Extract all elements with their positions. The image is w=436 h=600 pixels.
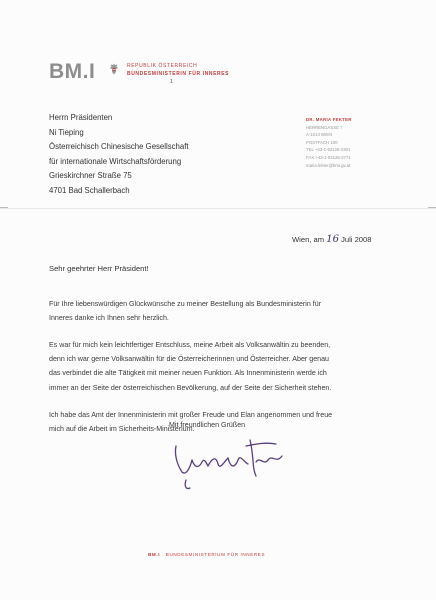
paragraph-line: Es war für mich kein leichtfertiger Entschluss, meine Arbeit als Volksanwältin zu beenden, bbox=[49, 341, 331, 349]
sender-contact bbox=[306, 116, 352, 169]
recipient-address bbox=[49, 111, 189, 199]
sender-line: HERRENGASSE 7 bbox=[306, 124, 343, 130]
sender-line: maria.fekter@bmi.gv.at bbox=[306, 162, 351, 168]
paragraph-line: Inneres danke ich Ihnen sehr herzlich. bbox=[49, 314, 169, 323]
letterhead-number: 1 bbox=[170, 79, 173, 85]
date-day-handwritten: 16 bbox=[326, 234, 339, 245]
republic-label: REPUBLIK ÖSTERREICH bbox=[127, 63, 198, 69]
body-paragraph bbox=[49, 338, 331, 395]
fold-mark-left bbox=[0, 207, 8, 208]
footer-ministry-text: BUNDESMINISTERIUM FÜR INNERES bbox=[165, 552, 266, 557]
recipient-line: Österreichisch Chinesische Gesellschaft bbox=[49, 142, 189, 152]
sender-line: A-1014 WIEN bbox=[306, 132, 333, 138]
salutation: Sehr geehrter Herr Präsident! bbox=[49, 264, 149, 273]
recipient-line: für internationale Wirtschaftsförderung bbox=[49, 156, 182, 166]
handwritten-signature bbox=[168, 432, 290, 492]
sender-name: DR. MARIA FEKTER bbox=[306, 117, 352, 122]
sender-line: POSTFACH 100 bbox=[306, 139, 338, 145]
ministry-label: BUNDESMINISTERIN FÜR INNERES bbox=[127, 71, 230, 77]
bmi-logo: BM.I bbox=[49, 60, 96, 83]
fold-mark-right bbox=[428, 207, 436, 208]
paragraph-line: immer an der Seite der österreichischen Bevölkerung, auf der Seite der Sicherheit stehen. bbox=[49, 383, 332, 392]
recipient-line: Ni Tieping bbox=[49, 127, 84, 137]
closing-phrase: Mit freundlichen Grüßen bbox=[169, 421, 246, 429]
recipient-line: 4701 Bad Schallerbach bbox=[49, 185, 130, 195]
sender-line: FAX +43-1-53126-2771 bbox=[306, 154, 351, 160]
page-footer bbox=[148, 552, 265, 557]
fold-line bbox=[0, 208, 436, 209]
paragraph-line: denn ich war gerne Volksanwältin für die Österreicherinnen und Österreicher. Aber genau bbox=[49, 355, 329, 364]
recipient-line: Grieskirchner Straße 75 bbox=[49, 171, 132, 181]
paragraph-line: das verbindet die alte Tätigkeit mit meiner neuen Funktion. Als Innenministerin werde ich bbox=[49, 369, 327, 378]
austrian-eagle-icon bbox=[109, 63, 119, 75]
letter-date bbox=[292, 234, 371, 245]
date-prefix: Wien, am bbox=[292, 235, 325, 244]
footer-logo-text: BM.I bbox=[148, 552, 161, 557]
recipient-line: Herrn Präsidenten bbox=[49, 113, 113, 122]
body-paragraph bbox=[49, 297, 321, 325]
sender-line: TEL +43-1-53126-2301 bbox=[306, 147, 351, 153]
date-suffix: Juli 2008 bbox=[341, 235, 372, 244]
paragraph-line: Ich habe das Amt der Innenministerin mit großer Freude und Elan angenommen und freue bbox=[49, 411, 333, 419]
paragraph-line: Für Ihre liebenswürdigen Glückwünsche zu meiner Bestellung als Bundesministerin für bbox=[49, 300, 322, 308]
paragraph-line: mich auf die Arbeit im Sicherheits-Ministerium. bbox=[49, 425, 195, 434]
